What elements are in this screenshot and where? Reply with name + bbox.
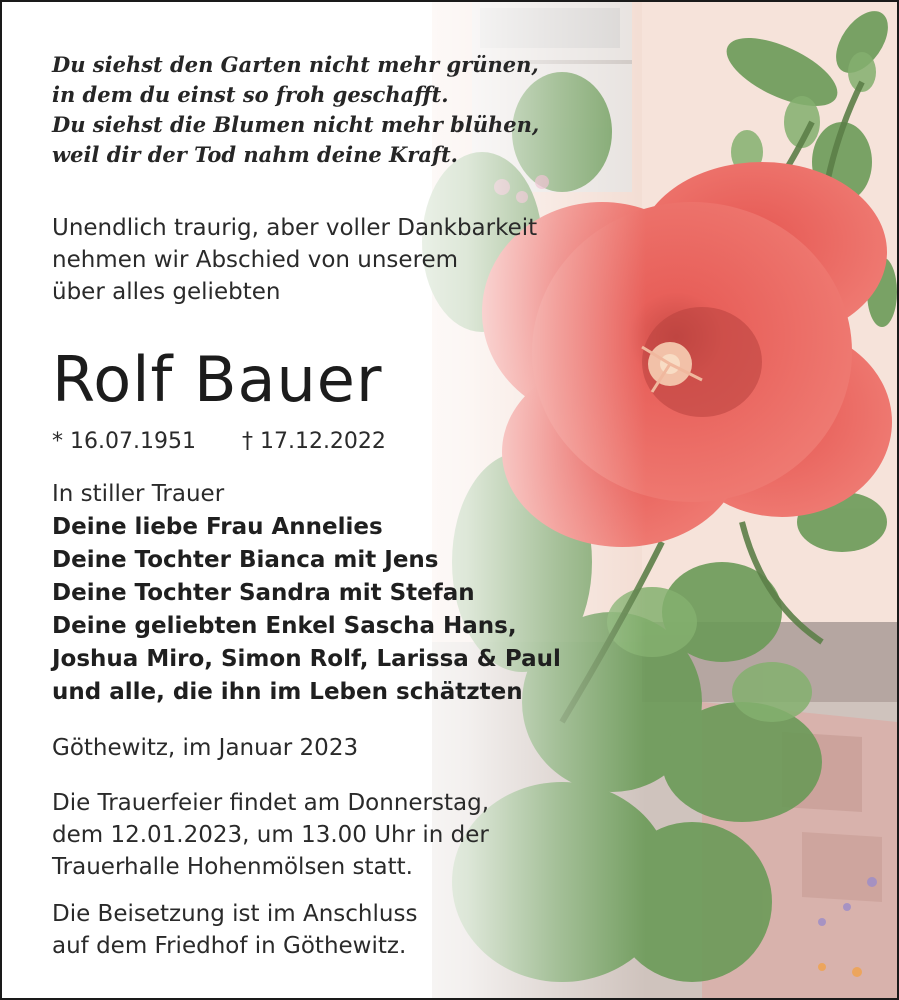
death-date: † 17.12.2022 bbox=[241, 429, 386, 454]
poem-line: weil dir der Tod nahm deine Kraft. bbox=[52, 142, 458, 167]
birth-date: * 16.07.1951 bbox=[52, 429, 196, 454]
service-line: Die Trauerfeier findet am Donnerstag, bbox=[52, 790, 490, 816]
intro-text bbox=[52, 212, 537, 308]
poem-line: Du siehst den Garten nicht mehr grünen, bbox=[52, 52, 539, 77]
life-dates bbox=[52, 426, 386, 458]
service-line: Trauerhalle Hohenmölsen statt. bbox=[52, 854, 413, 880]
service-line: dem 12.01.2023, um 13.00 Uhr in der bbox=[52, 822, 489, 848]
intro-line: Unendlich traurig, aber voller Dankbarkeit bbox=[52, 215, 538, 241]
mourner-line: und alle, die ihn im Leben schätzten bbox=[52, 679, 523, 705]
intro-line: nehmen wir Abschied von unserem bbox=[52, 247, 459, 273]
mourner-line: Joshua Miro, Simon Rolf, Larissa & Paul bbox=[52, 646, 561, 672]
intro-line: über alles geliebten bbox=[52, 279, 281, 305]
deceased-name: Rolf Bauer bbox=[52, 343, 383, 416]
poem-line: in dem du einst so froh geschafft. bbox=[52, 82, 449, 107]
mourners-heading: In stiller Trauer bbox=[52, 481, 225, 507]
mourner-line: Deine geliebten Enkel Sascha Hans, bbox=[52, 613, 517, 639]
poem-line: Du siehst die Blumen nicht mehr blühen, bbox=[52, 112, 540, 137]
funeral-service-info bbox=[52, 787, 489, 883]
poem bbox=[52, 50, 539, 170]
burial-info bbox=[52, 898, 417, 962]
burial-line: Die Beisetzung ist im Anschluss bbox=[52, 901, 418, 927]
mourners-list bbox=[52, 478, 561, 709]
burial-line: auf dem Friedhof in Göthewitz. bbox=[52, 933, 407, 959]
mourner-line: Deine liebe Frau Annelies bbox=[52, 514, 383, 540]
mourner-line: Deine Tochter Bianca mit Jens bbox=[52, 547, 439, 573]
notice-text bbox=[2, 2, 897, 998]
place-date: Göthewitz, im Januar 2023 bbox=[52, 735, 359, 761]
mourner-line: Deine Tochter Sandra mit Stefan bbox=[52, 580, 475, 606]
